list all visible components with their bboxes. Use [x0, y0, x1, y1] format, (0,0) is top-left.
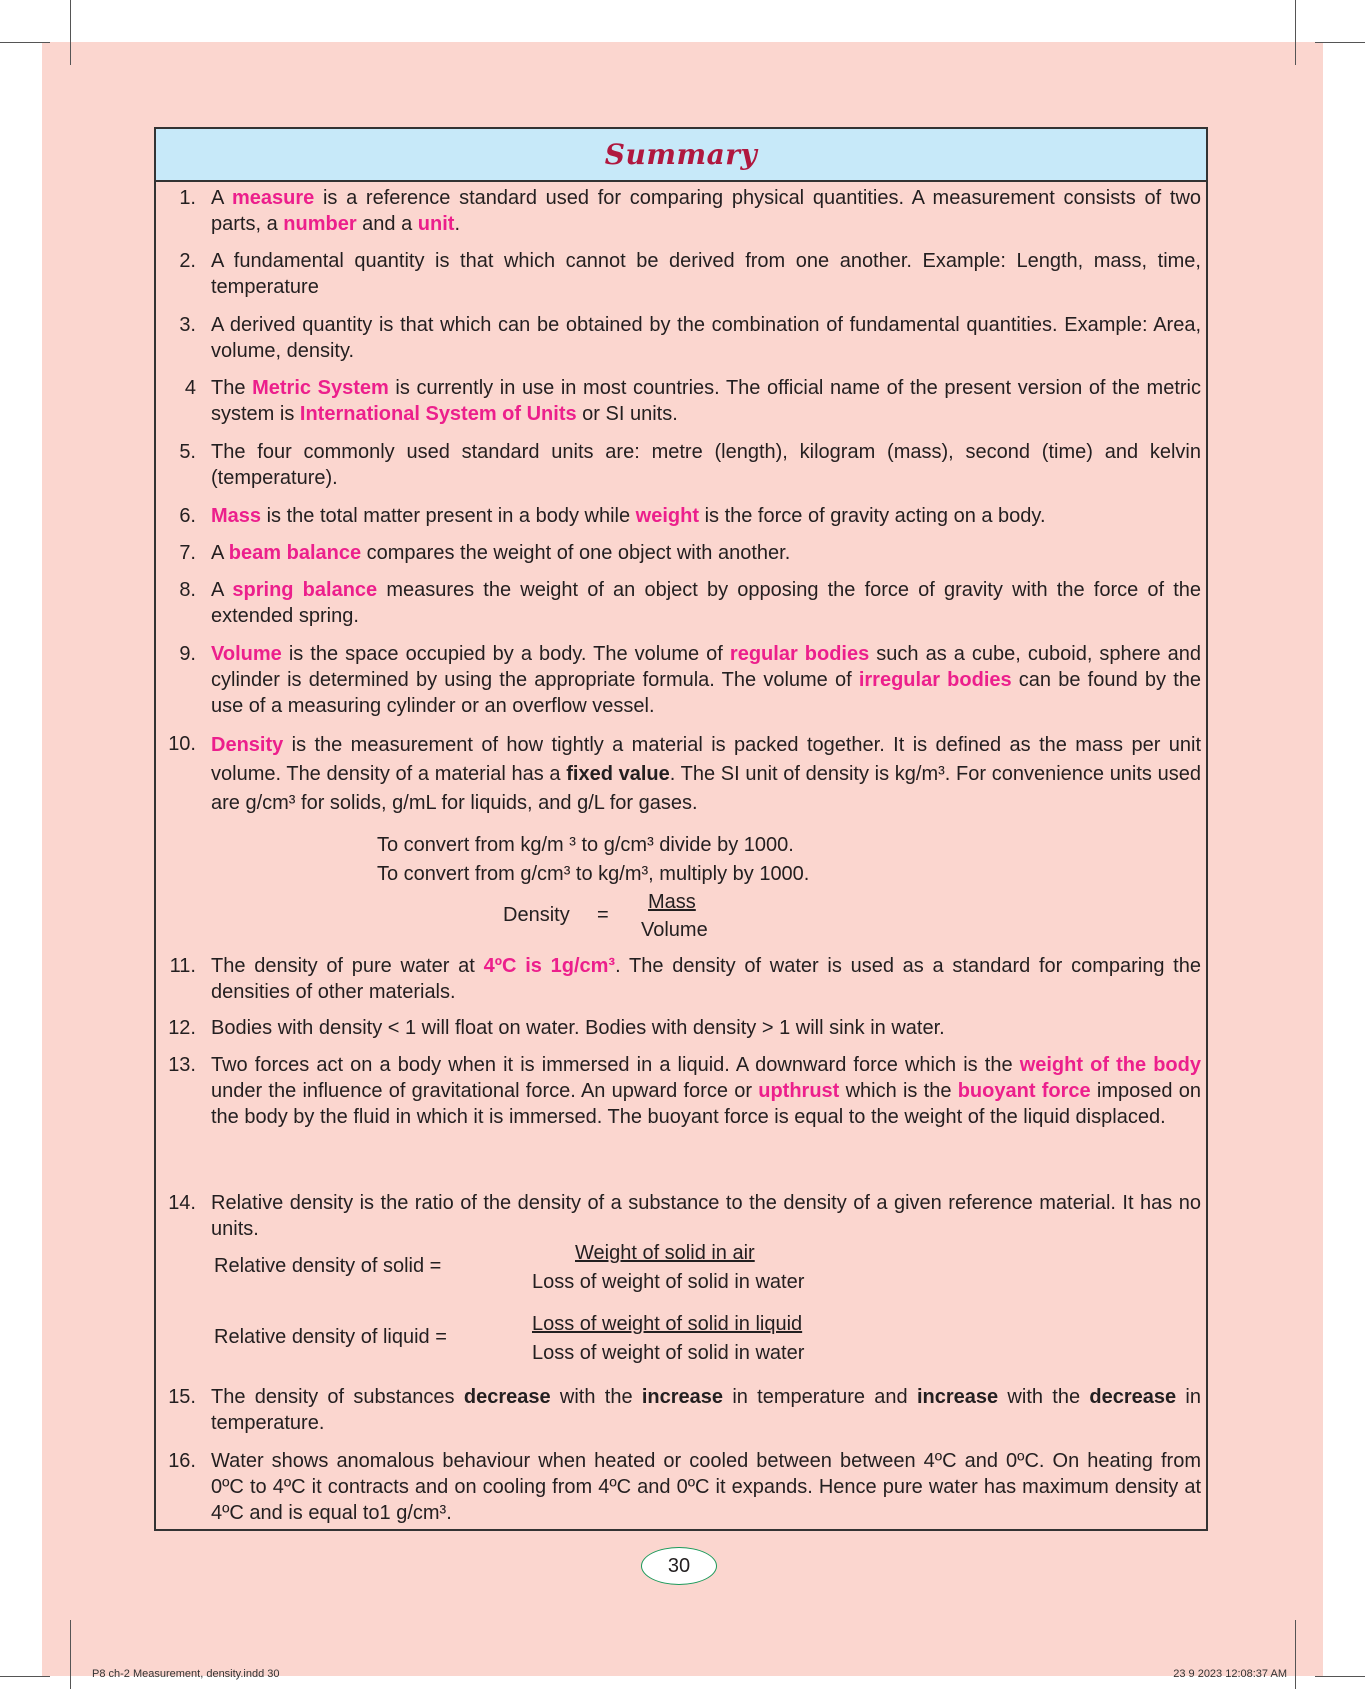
highlight-term: measure [231, 187, 315, 209]
highlight-term: Mass [211, 505, 262, 527]
text: is the measurement of how tightly a material is packed together. It is defined as the mass per unit volume. The density of a material has a [211, 734, 1201, 785]
bold-term: increase [641, 1386, 724, 1408]
bold-term: decrease [1089, 1386, 1177, 1408]
item-text: A fundamental quantity is that which cannot be derived from one another. Example: Length, mass, time, temperature [211, 250, 1201, 298]
highlight-term: weight [635, 505, 700, 527]
crop-mark [70, 1620, 71, 1689]
item-text [211, 577, 1201, 629]
text: is currently in use in most countries. The official name of the present version of the metric system is [211, 377, 1201, 425]
text: A [211, 579, 233, 601]
highlight-term: irregular bodies [858, 669, 1012, 691]
text: measures the weight of an object by opposing the force of gravity with the force of the extended spring. [211, 579, 1202, 627]
text: A [211, 542, 229, 564]
highlight-term: upthrust [758, 1080, 840, 1102]
item-number: 2. [179, 250, 196, 272]
text: The density of substances [211, 1386, 464, 1408]
summary-title: Summary [604, 138, 758, 171]
item-text: The four commonly used standard units are: metre (length), kilogram (mass), second (time) and kelvin (temperature). [211, 441, 1201, 489]
text: and a [356, 213, 418, 235]
item-text [211, 953, 1201, 1005]
item-number: 8. [179, 579, 196, 601]
mass-numerator: Mass [648, 891, 696, 913]
item-number: 15. [168, 1386, 196, 1408]
text: in temperature. [211, 1386, 1201, 1434]
highlight-term: number [283, 213, 357, 235]
text: . The density of water is used as a standard for comparing the densities of other materials. [211, 955, 1201, 1003]
item-number: 3. [179, 314, 196, 336]
item-number: 4 [184, 377, 196, 399]
item-number: 13. [168, 1054, 196, 1076]
highlight-term: 4ºC is 1g/cm³ [483, 955, 616, 977]
text: in temperature and [723, 1386, 917, 1408]
text: compares the weight of one object with another. [361, 542, 791, 564]
item-text [211, 1384, 1201, 1436]
text: is a reference standard used for comparing physical quantities. A measurement consists of two parts, a [211, 187, 1202, 235]
relative-density-solid-denominator: Loss of weight of solid in water [532, 1271, 805, 1293]
item-text [211, 540, 1201, 566]
text: Two forces act on a body when it is immersed in a liquid. A downward force which is the [211, 1054, 1020, 1076]
highlight-term: unit [417, 213, 455, 235]
item-number: 5. [179, 441, 196, 463]
text: which is the [839, 1080, 958, 1102]
text: . The SI unit of density is kg/m³. For convenience units used are g/cm³ for solids, g/mL for liquids, and g/L for gases. [211, 763, 1201, 814]
item-text [211, 503, 1201, 529]
text: A [211, 187, 232, 209]
relative-density-solid-label: Relative density of solid = [214, 1255, 442, 1277]
item-number: 12. [168, 1017, 196, 1039]
item-number: 14. [168, 1192, 196, 1214]
highlight-term: Metric System [252, 377, 389, 399]
highlight-term: weight of the body [1019, 1054, 1201, 1076]
crop-mark [1315, 42, 1365, 43]
highlight-term: regular bodies [729, 643, 870, 665]
item-number: 6. [179, 505, 196, 527]
text: under the influence of gravitational force. An upward force or [211, 1080, 759, 1102]
highlight-term: Volume [211, 643, 282, 665]
text: or SI units. [576, 403, 678, 425]
summary-box [154, 127, 1208, 1531]
crop-mark [1295, 0, 1296, 65]
density-formula-label: Density [503, 904, 570, 926]
bold-term: decrease [463, 1386, 551, 1408]
item-number: 16. [168, 1450, 196, 1472]
footer-timestamp: 23 9 2023 12:08:37 AM [1173, 1668, 1287, 1680]
conversion-line-2: To convert from g/cm³ to kg/m³, multiply by 1000. [377, 863, 810, 885]
highlight-term: Density [211, 734, 284, 756]
bold-term: fixed value [566, 763, 670, 785]
text: imposed on the body by the fluid in which it is immersed. The buoyant force is equal to the weight of the liquid displaced. [211, 1080, 1201, 1128]
summary-header [156, 129, 1206, 182]
text: is the total matter present in a body while [261, 505, 636, 527]
conversion-line-1: To convert from kg/m ³ to g/cm³ divide by 1000. [377, 834, 794, 856]
crop-mark [0, 1676, 50, 1677]
highlight-term: buoyant force [957, 1080, 1091, 1102]
text: . [454, 213, 460, 235]
item-text [211, 641, 1201, 719]
relative-density-liquid-denominator: Loss of weight of solid in water [532, 1342, 805, 1364]
item-text: Relative density is the ratio of the density of a substance to the density of a given reference material. It has no units. [211, 1192, 1201, 1240]
item-text [211, 1052, 1201, 1130]
item-number: 11. [169, 955, 196, 977]
text: can be found by the use of a measuring cylinder or an overflow vessel. [211, 669, 1201, 717]
relative-density-liquid-numerator: Loss of weight of solid in liquid [532, 1313, 803, 1335]
crop-mark [1315, 1676, 1365, 1677]
text: is the force of gravity acting on a body. [699, 505, 1046, 527]
item-number: 9. [179, 643, 196, 665]
item-number: 7. [179, 542, 196, 564]
item-text: Water shows anomalous behaviour when heated or cooled between between 4ºC and 0ºC. On heating from 0ºC to 4ºC it contracts and on cooling from 4ºC and 0ºC it expands. Hence pure water has maximum density at 4ºC and is equal to1 g/cm³. [211, 1450, 1201, 1524]
highlight-term: spring balance [232, 579, 378, 601]
item-text [211, 375, 1201, 427]
item-text [211, 731, 1201, 818]
text: with the [550, 1386, 642, 1408]
text: The density of pure water at [211, 955, 484, 977]
item-number: 10. [168, 733, 196, 755]
highlight-term: International System of Units [299, 403, 577, 425]
relative-density-solid-numerator: Weight of solid in air [575, 1242, 755, 1264]
text: The [211, 377, 253, 399]
crop-mark [0, 42, 50, 43]
bold-term: increase [916, 1386, 999, 1408]
item-text: A derived quantity is that which can be obtained by the combination of fundamental quantities. Example: Area, volume, density. [211, 314, 1201, 362]
crop-mark [1295, 1620, 1296, 1689]
footer-filename: P8 ch-2 Measurement, density.indd 30 [92, 1668, 280, 1680]
equals-sign: = [597, 904, 609, 926]
item-text [211, 185, 1201, 237]
highlight-term: beam balance [228, 542, 362, 564]
volume-denominator: Volume [641, 919, 708, 941]
text: such as a cube, cuboid, sphere and cylinder is determined by using the appropriate formula. The volume of [211, 643, 1202, 691]
item-text: Bodies with density < 1 will float on water. Bodies with density > 1 will sink in water. [211, 1017, 945, 1039]
relative-density-liquid-label: Relative density of liquid = [214, 1326, 447, 1348]
text: with the [998, 1386, 1090, 1408]
item-number: 1. [179, 187, 196, 209]
crop-mark [70, 0, 71, 65]
text: is the space occupied by a body. The volume of [281, 643, 730, 665]
page-number: 30 [641, 1547, 717, 1585]
